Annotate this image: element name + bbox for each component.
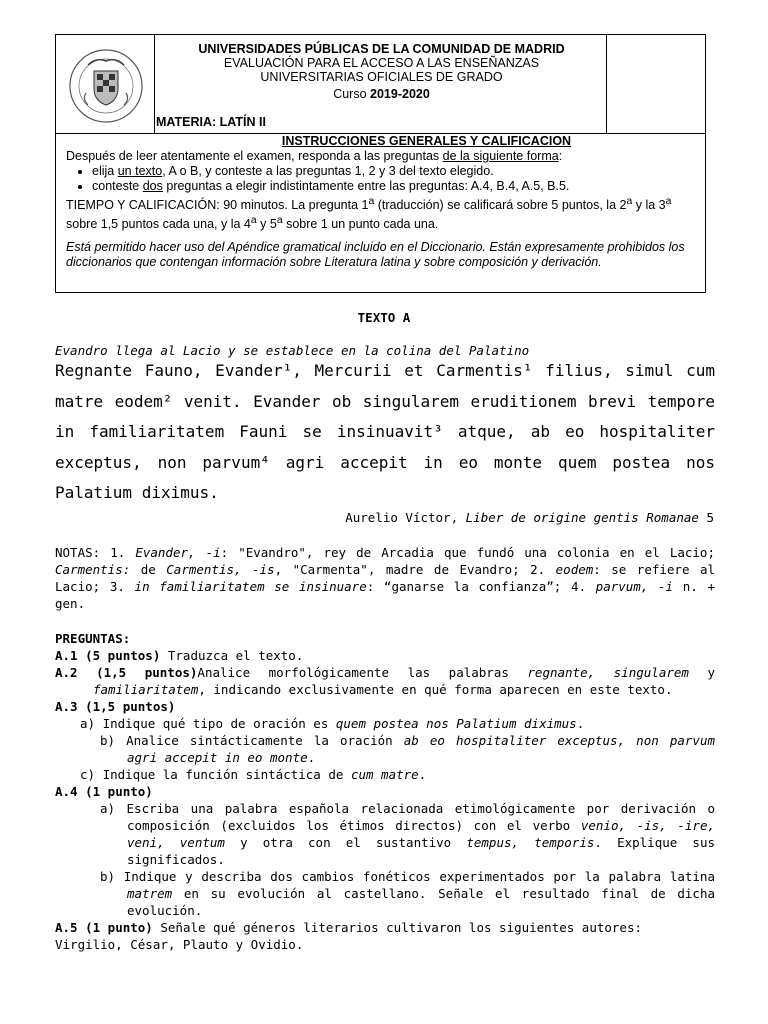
- question-text: b) Indique y describa dos cambios fonéticos experimentados por la palabra latina: [100, 869, 715, 884]
- timing-e: y 5: [256, 217, 277, 232]
- exam-header: [55, 34, 706, 293]
- instructions-intro: [66, 149, 699, 164]
- question-a2: [55, 664, 715, 698]
- question-term: cum matre: [350, 767, 419, 782]
- note-term: Carmentis:: [55, 562, 131, 577]
- source-work: Liber de origine gentis Romanae: [465, 510, 699, 525]
- exam-line-2: UNIVERSITARIAS OFICIALES DE GRADO: [260, 70, 503, 84]
- ordinal: a: [250, 215, 257, 227]
- timing-d: sobre 1,5 puntos cada una, y la 4: [66, 217, 251, 232]
- question-text: Traduzca el texto.: [160, 648, 304, 663]
- header-titles: [154, 42, 609, 101]
- question-term: venio, -is, -ire, veni, ventum: [127, 818, 715, 850]
- questions-title: PREGUNTAS:: [55, 631, 131, 646]
- question-a3: [55, 698, 715, 715]
- instructions-title: INSTRUCCIONES GENERALES Y CALIFICACION: [281, 134, 572, 148]
- question-a4a: [55, 800, 715, 868]
- note-text: NOTAS: 1.: [55, 545, 136, 560]
- question-text: c) Indique la función sintáctica de: [80, 767, 351, 782]
- bullet1-a: elija: [92, 164, 118, 178]
- timing-c: y la 3: [632, 198, 666, 213]
- question-text: Analice morfológicamente las palabras: [197, 665, 528, 680]
- question-label: A.3 (1,5 puntos): [55, 699, 176, 714]
- note-term: parvum, -i: [595, 579, 674, 594]
- timing-b: (traducción) se calificará sobre 5 puntos, la 2: [374, 198, 627, 213]
- logo-cell: [56, 35, 155, 133]
- dictionary-note: Está permitido hacer uso del Apéndice gramatical incluido en el Diccionario. Están expresamente prohibidos los diccionarios que contengan información sobre Literatura latina y sobre composición y derivación.: [66, 240, 685, 270]
- note-term: Carmentis, -is: [166, 562, 275, 577]
- intro-text: Después de leer atentamente el examen, responda a las preguntas: [66, 149, 443, 163]
- question-a5: [55, 919, 715, 953]
- question-text: y: [688, 665, 715, 680]
- question-term: quem postea nos Palatium diximus: [335, 716, 577, 731]
- question-a1: [55, 647, 715, 664]
- instructions-list: [66, 164, 699, 194]
- note-text: n. + gen.: [55, 579, 715, 611]
- bullet2-b: dos: [142, 179, 163, 193]
- subject: MATERIA: LATÍN II: [156, 115, 266, 129]
- note-text: de: [130, 562, 167, 577]
- question-text: en su evolución al castellano. Señale el resultado final de dicha evolución.: [127, 886, 715, 918]
- intro-end: :: [558, 149, 563, 163]
- instruction-bullet-2: [92, 179, 699, 194]
- question-text: Señale qué géneros literarios cultivaron los siguientes autores: Virgilio, César, Plauto y Ovidio.: [55, 920, 643, 952]
- question-a3c: [55, 766, 715, 783]
- question-term: familiaritatem: [93, 682, 199, 697]
- university-name: UNIVERSIDADES PÚBLICAS DE LA COMUNIDAD DE MADRID: [198, 42, 565, 56]
- question-a3b: [55, 732, 715, 766]
- ordinal: a: [626, 196, 633, 207]
- university-seal-icon: [68, 43, 144, 129]
- question-text: b) Analice sintácticamente la oración: [100, 733, 404, 748]
- note-text: , "Carmenta", madre de Evandro; 2.: [274, 562, 556, 577]
- question-text: a) Indique qué tipo de oración es: [80, 716, 336, 731]
- question-label: A.5 (1 punto): [55, 920, 153, 935]
- question-text: .: [307, 750, 316, 765]
- bullet1-c: , A o B, y conteste a las preguntas 1, 2 y 3 del texto elegido.: [162, 164, 494, 178]
- texto-title: TEXTO A: [357, 310, 411, 325]
- source-number: 5: [698, 510, 714, 525]
- intro-underlined: de la siguiente forma: [442, 149, 559, 163]
- course: [154, 87, 609, 101]
- course-label: Curso: [333, 87, 371, 101]
- ordinal: a: [368, 196, 375, 207]
- question-text: .: [418, 767, 427, 782]
- latin-text: Regnante Fauno, Evander¹, Mercurii et Carmentis¹ filius, simul cum matre eodem² venit. Evander ob singularem eruditionem brevi tempore in familiaritatem Fauni se insinuavit³ atque, ab eo hospitaliter exceptus, non parvum⁴ agri accepit in eo monte quem postea nos Palatium diximus.: [55, 361, 715, 502]
- question-text: . Explique sus significados.: [127, 835, 716, 867]
- empty-header-cell: [606, 35, 705, 133]
- source-author: Aurelio Víctor,: [345, 510, 466, 525]
- exam-line-1: EVALUACIÓN PARA EL ACCESO A LAS ENSEÑANZAS: [223, 56, 540, 70]
- notes: [55, 544, 715, 612]
- question-text: a) Escriba una palabra española relacionada etimológicamente por derivación o composición (excluidos los étimos directos) con el verbo: [100, 801, 715, 833]
- bullet2-a: conteste: [92, 179, 143, 193]
- questions: [55, 630, 715, 953]
- bullet2-c: preguntas a elegir indistintamente entre las preguntas: A.4, B.4, A.5, B.5.: [162, 179, 570, 193]
- question-term: ab eo hospitaliter exceptus, non parvum agri accepit in eo monte: [127, 733, 715, 765]
- question-label: A.4 (1 punto): [55, 784, 153, 799]
- ordinal: a: [665, 196, 672, 207]
- text-source: [345, 510, 714, 525]
- question-text: , indicando exclusivamente en qué forma aparecen en este texto.: [198, 682, 673, 697]
- question-term: matrem: [127, 886, 173, 901]
- timing-f: sobre 1 un punto cada una.: [282, 217, 439, 232]
- note-term: in familiaritatem se insinuare: [134, 579, 367, 594]
- question-text: y otra con el sustantivo: [224, 835, 467, 850]
- note-text: : se refiere al Lacio; 3.: [55, 562, 715, 594]
- note-text: : "Evandro", rey de Arcadia que fundó una colonia en el Lacio;: [220, 545, 715, 560]
- question-term: tempus, temporis: [466, 835, 595, 850]
- note-text: : “ganarse la confianza”; 4.: [366, 579, 596, 594]
- timing-text: [66, 194, 699, 232]
- question-a4b: [55, 868, 715, 919]
- question-label: A.2 (1,5 puntos): [55, 665, 198, 680]
- timing-a: TIEMPO Y CALIFICACIÓN: 90 minutos. La pregunta 1: [66, 198, 369, 213]
- question-label: A.1 (5 puntos): [55, 648, 161, 663]
- question-term: regnante, singularem: [527, 665, 689, 680]
- question-a3a: [55, 715, 715, 732]
- course-year: 2019-2020: [370, 87, 430, 101]
- instruction-bullet-1: [92, 164, 699, 179]
- ordinal: a: [276, 215, 283, 227]
- note-term: Evander, -i: [135, 545, 221, 560]
- note-term: eodem: [555, 562, 594, 577]
- bullet1-b: un texto: [117, 164, 163, 178]
- instructions: [66, 134, 699, 270]
- texto-subtitle: Evandro llega al Lacio y se establece en la colina del Palatino: [55, 343, 530, 358]
- question-text: .: [576, 716, 585, 731]
- question-a4: [55, 783, 715, 800]
